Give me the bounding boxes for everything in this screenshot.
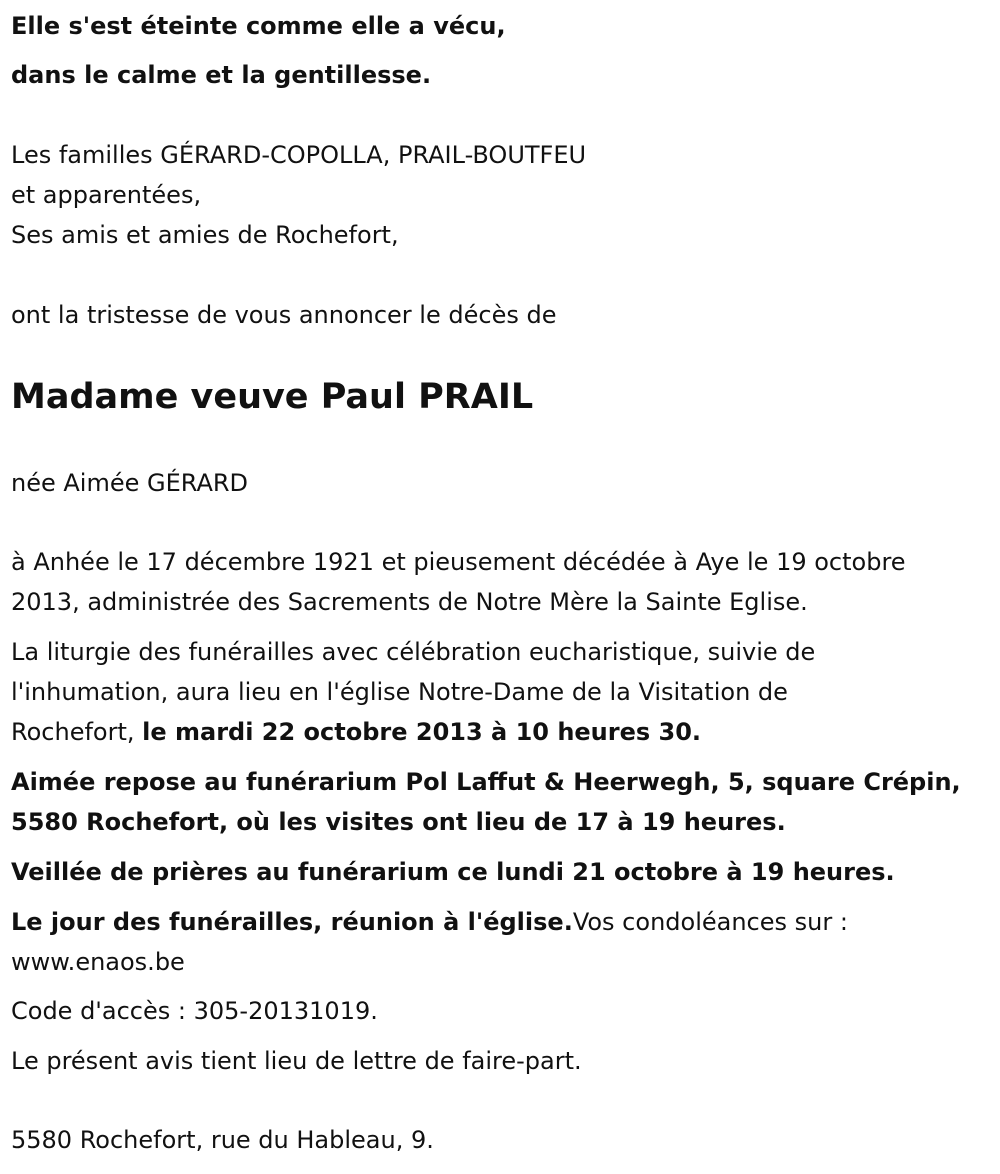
funerarium-line-2: 5580 Rochefort, où les visites ont lieu de 17 à 19 heures. (11, 808, 786, 836)
liturgy-place: Rochefort, (11, 718, 143, 746)
notice-statement: Le présent avis tient lieu de lettre de faire-part. (11, 1047, 582, 1075)
families-line-2: et apparentées, (11, 181, 202, 209)
birth-death-line-2: 2013, administrée des Sacrements de Notre Mère la Sainte Eglise. (11, 588, 808, 616)
announcement-text: ont la tristesse de vous annoncer le décès de (11, 301, 557, 329)
liturgy-line-1: La liturgie des funérailles avec célébration eucharistique, suivie de (11, 638, 816, 666)
condolences-website-link[interactable]: www.enaos.be (11, 948, 185, 976)
born-name: née Aimée GÉRARD (11, 469, 249, 497)
deceased-name: Madame veuve Paul PRAIL (11, 377, 534, 417)
church-meeting-line (11, 902, 848, 942)
address: 5580 Rochefort, rue du Hableau, 9. (11, 1126, 434, 1154)
access-code: Code d'accès : 305-20131019. (11, 997, 378, 1025)
epigraph-line-1: Elle s'est éteinte comme elle a vécu, (11, 12, 506, 40)
liturgy-date-time: le mardi 22 octobre 2013 à 10 heures 30. (142, 718, 702, 746)
families-line-3: Ses amis et amies de Rochefort, (11, 221, 399, 249)
church-meeting-text: Le jour des funérailles, réunion à l'église. (11, 908, 573, 936)
epigraph-line-2: dans le calme et la gentillesse. (11, 61, 432, 89)
funerarium-line-1: Aimée repose au funérarium Pol Laffut & Heerwegh, 5, square Crépin, (11, 768, 961, 796)
families-line-1: Les familles GÉRARD-COPOLLA, PRAIL-BOUTFEU (11, 141, 587, 169)
birth-death-line-1: à Anhée le 17 décembre 1921 et pieusement décédée à Aye le 19 octobre (11, 548, 906, 576)
liturgy-line-3 (11, 712, 701, 752)
vigil-text: Veillée de prières au funérarium ce lundi 21 octobre à 19 heures. (11, 858, 895, 886)
condolences-text: Vos condoléances sur : (572, 908, 848, 936)
liturgy-line-2: l'inhumation, aura lieu en l'église Notre-Dame de la Visitation de (11, 678, 788, 706)
